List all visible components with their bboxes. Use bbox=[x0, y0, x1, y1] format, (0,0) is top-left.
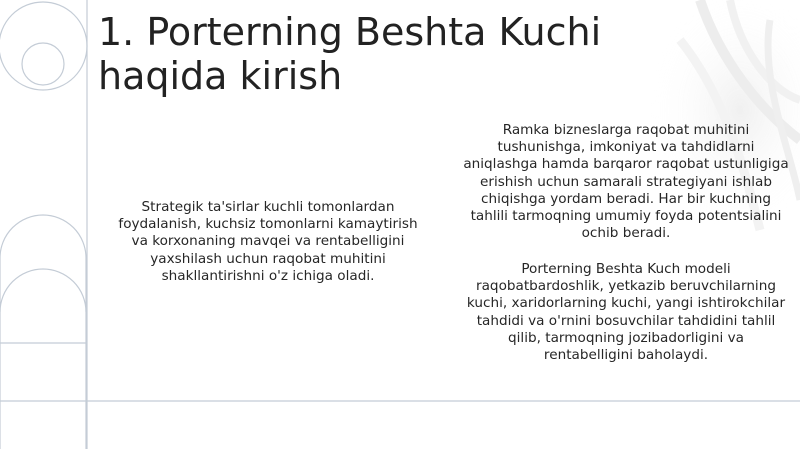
large-circle-outline bbox=[0, 2, 87, 90]
small-circle-outline bbox=[22, 43, 64, 85]
right-paragraph-2: Porterning Beshta Kuch modeli raqobatbardoshlik, yetkazib beruvchilarning kuchi, xaridorlarning kuchi, yangi ishtirokchilar tahdidi va o'rnini bosuvchilar tahdidini tahlil qilib, tarmoqning jozibadorligini va rentabelligini baholaydi. bbox=[466, 261, 786, 364]
arch-outline-2 bbox=[0, 269, 86, 312]
slide-title: 1. Porterning Beshta Kuchi haqida kirish bbox=[98, 10, 602, 98]
arch-outline-1 bbox=[0, 215, 86, 449]
right-paragraph-1: Ramka bizneslarga raqobat muhitini tushunishga, imkoniyat va tahdidlarni aniqlashga hamda barqaror raqobat ustunligiga erishish uchun samarali strategiyani ishlab chiqishga yordam beradi. Har bir kuchning tahlili tarmoqning umumiy foyda potentsialini ochib beradi. bbox=[463, 122, 789, 242]
left-paragraph: Strategik ta'sirlar kuchli tomonlardan foydalanish, kuchsiz tomonlarni kamaytirish va korxonaning mavqei va rentabelligini yaxshilash uchun raqobat muhitini shakllantirishni o'z ichiga oladi. bbox=[118, 199, 418, 284]
